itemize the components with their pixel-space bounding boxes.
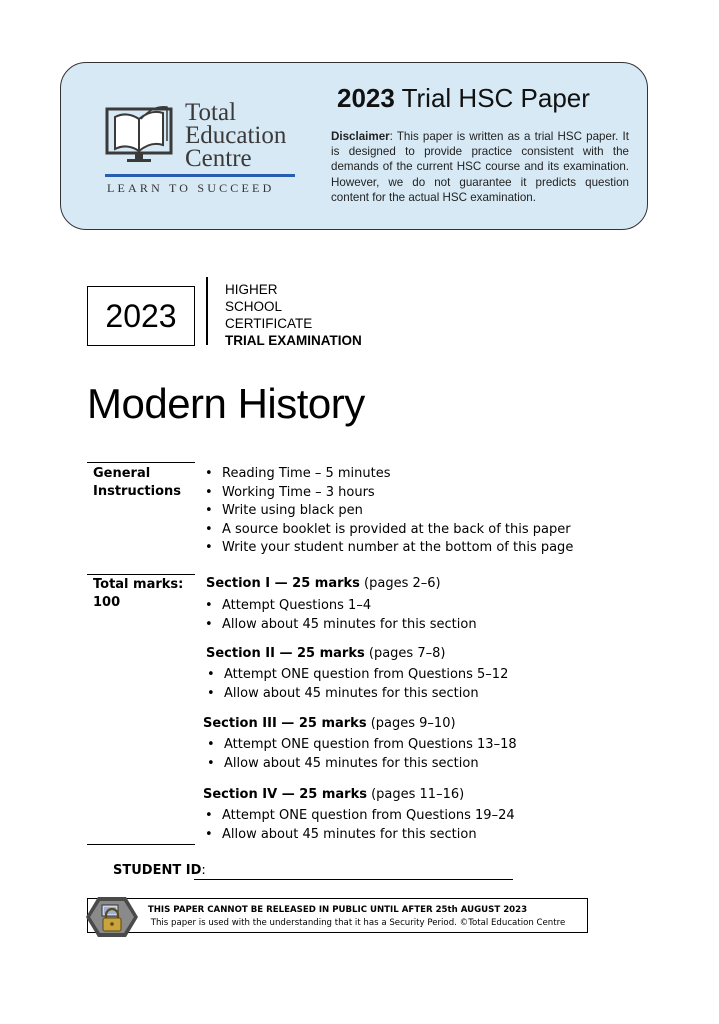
list-item: • Write using black pen xyxy=(205,503,363,519)
list-item: • Working Time – 3 hours xyxy=(205,484,375,500)
exam-line: SCHOOL xyxy=(225,299,283,314)
divider-vertical xyxy=(206,277,208,345)
section-heading: Section III — 25 marks (pages 9–10) xyxy=(203,716,456,731)
list-item: • Attempt ONE question from Questions 13–18 xyxy=(207,737,517,752)
banner-title: 2023 Trial HSC Paper xyxy=(337,83,590,113)
padlock-icon xyxy=(84,895,140,939)
subject-title: Modern History xyxy=(87,380,365,427)
student-id-field[interactable] xyxy=(194,879,513,880)
divider xyxy=(87,574,195,575)
divider xyxy=(87,844,195,845)
general-instructions-label: General Instructions xyxy=(93,466,182,499)
exam-type: TRIAL EXAMINATION xyxy=(225,333,362,348)
list-item: • Write your student number at the bottom of this page xyxy=(205,540,574,556)
exam-type-block xyxy=(225,281,362,349)
list-item: • Attempt ONE question from Questions 19–24 xyxy=(205,808,515,823)
exam-year-box: 2023 xyxy=(87,286,195,346)
list-item: • Attempt Questions 1–4 xyxy=(205,598,372,613)
logo-tagline: LEARN TO SUCCEED xyxy=(107,181,275,195)
section-list xyxy=(207,666,508,703)
total-education-centre-logo xyxy=(105,97,295,197)
section-list xyxy=(205,807,515,844)
section-list xyxy=(205,597,477,634)
list-item: • Allow about 45 minutes for this section xyxy=(205,826,477,842)
book-monitor-icon xyxy=(105,97,181,173)
list-item: • Allow about 45 minutes for this section xyxy=(205,616,477,632)
list-item: • A source booklet is provided at the back of this paper xyxy=(205,521,571,537)
release-notice: THIS PAPER CANNOT BE RELEASED IN PUBLIC UNTIL AFTER 25th AUGUST 2023 xyxy=(147,905,528,915)
section-heading: Section II — 25 marks (pages 7–8) xyxy=(206,646,446,661)
exam-line: HIGHER xyxy=(225,282,278,297)
exam-line: CERTIFICATE xyxy=(225,316,313,331)
list-item: • Attempt ONE question from Questions 5–12 xyxy=(207,667,509,682)
general-instructions-list xyxy=(205,465,573,558)
section-list xyxy=(207,736,517,773)
security-notice xyxy=(87,898,588,933)
list-item: • Allow about 45 minutes for this section xyxy=(207,755,479,771)
total-marks-label: Total marks: 100 xyxy=(93,577,184,610)
section-heading: Section IV — 25 marks (pages 11–16) xyxy=(203,787,465,802)
logo-wordmark: Total Education Centre xyxy=(185,99,287,172)
header-banner xyxy=(60,62,648,230)
list-item: • Allow about 45 minutes for this section xyxy=(207,685,479,701)
logo-underline xyxy=(105,174,295,177)
security-period-notice: This paper is used with the understanding that it has a Security Period. ©Total Education Centre xyxy=(150,918,566,928)
student-id-label: STUDENT ID: xyxy=(113,863,206,878)
divider xyxy=(87,462,195,463)
list-item: • Reading Time – 5 minutes xyxy=(205,466,391,481)
disclaimer: Disclaimer: This paper is written as a trial HSC paper. It is designed to provide practice consistent with the demands of the current HSC course and its examination. However, we do not guarantee it predicts question content for the actual HSC examination. xyxy=(331,130,629,204)
section-heading: Section I — 25 marks (pages 2–6) xyxy=(206,576,441,591)
